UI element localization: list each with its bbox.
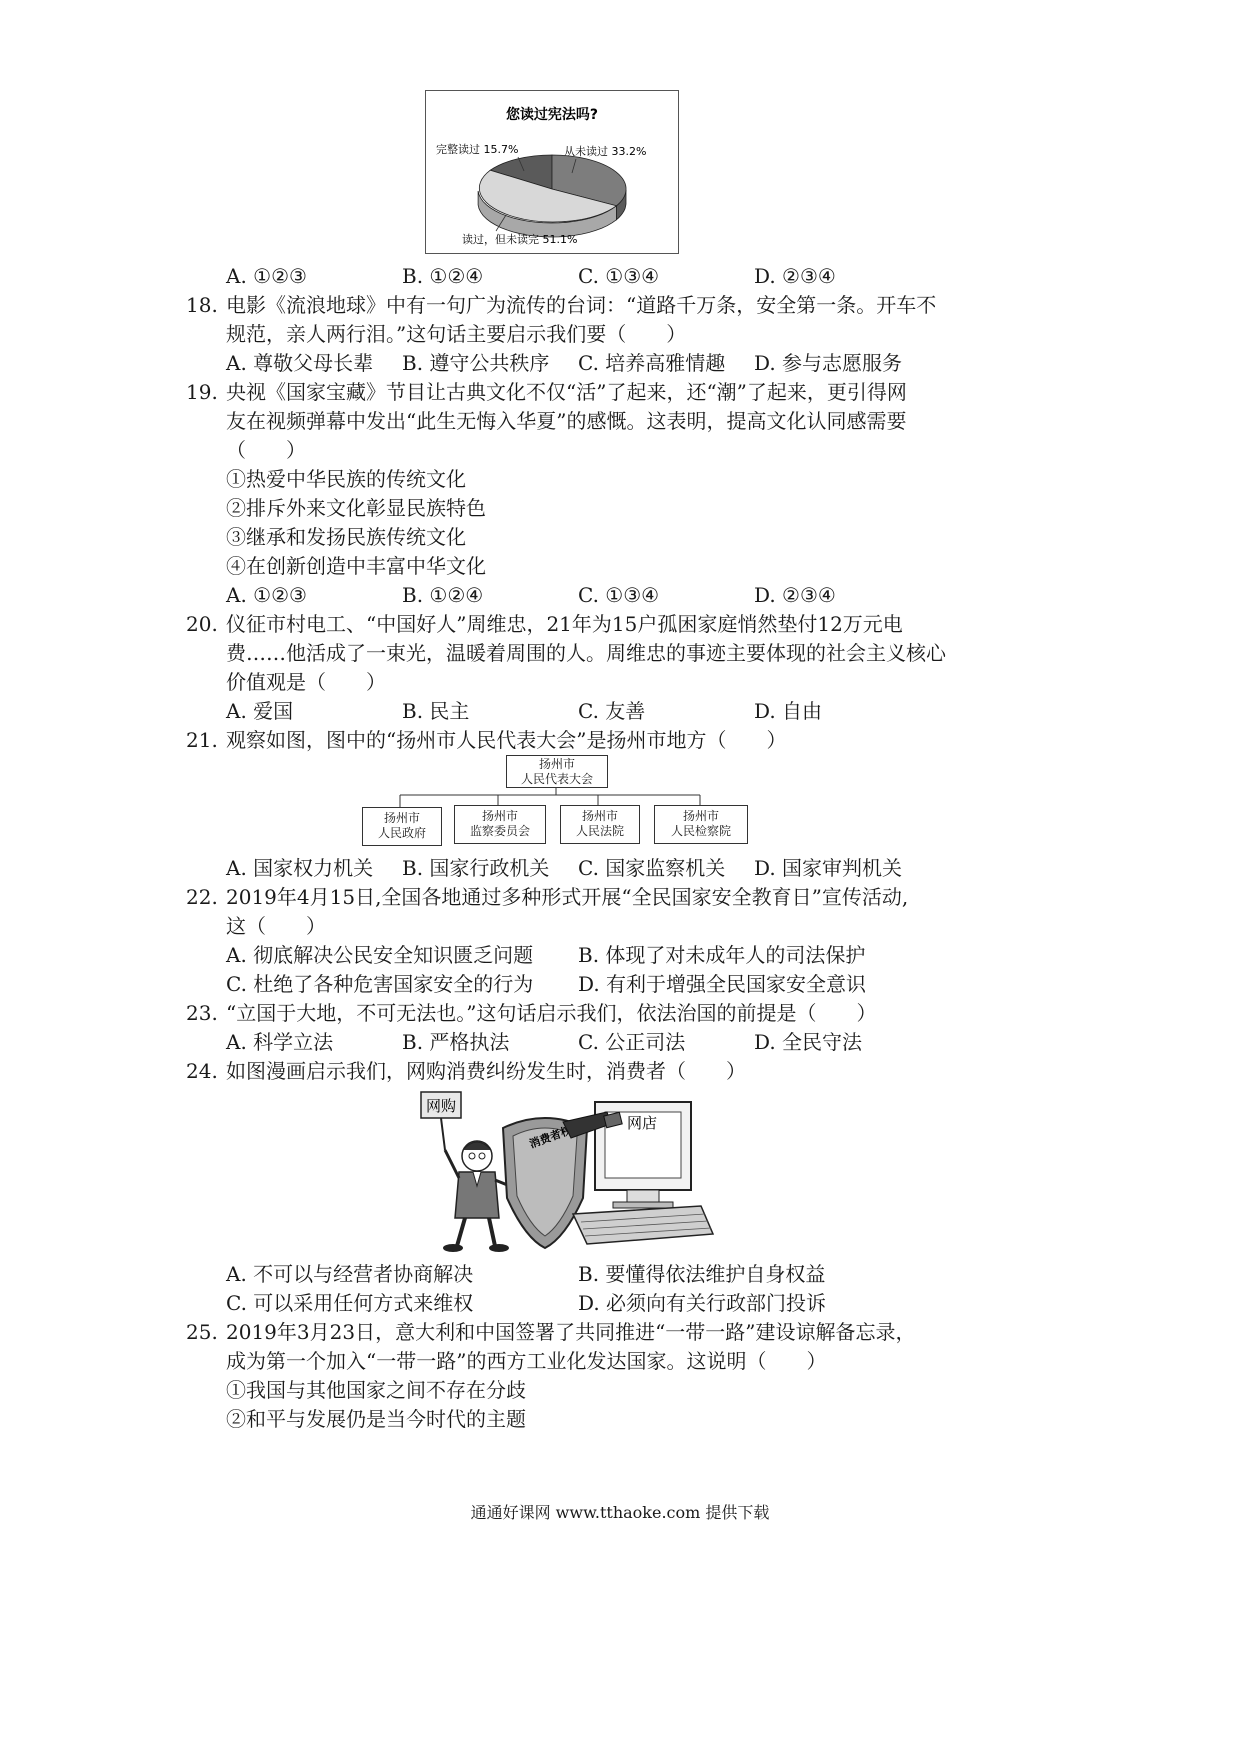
q19-item-3: ③继承和发扬民族传统文化 (226, 525, 466, 549)
q21-line-1: 观察如图，图中的“扬州市人民代表大会”是扬州市地方（ ） (226, 728, 787, 752)
q24-option-b: B. 要懂得依法维护自身权益 (578, 1262, 826, 1286)
q23-option-b: B. 严格执法 (402, 1030, 510, 1054)
q18-number: 18. (186, 293, 218, 317)
q20-option-d: D. 自由 (754, 699, 823, 723)
q24-number: 24. (186, 1059, 218, 1083)
org-box-procuratorate: 扬州市 人民检察院 (654, 805, 748, 844)
q25-line-1: 2019年3月23日，意大利和中国签署了共同推进“一带一路”建设谅解备忘录， (226, 1320, 916, 1344)
q19-number: 19. (186, 380, 218, 404)
q25-number: 25. (186, 1320, 218, 1344)
q18-option-d: D. 参与志愿服务 (754, 351, 903, 375)
q23-number: 23. (186, 1001, 218, 1025)
q22-option-c: C. 杜绝了各种危害国家安全的行为 (226, 972, 534, 996)
q19-line-2: 友在视频弹幕中发出“此生无悔入华夏”的感慨。这表明，提高文化认同感需要 (226, 409, 907, 433)
q19-line-1: 央视《国家宝藏》节目让古典文化不仅“活”了起来，还“潮”了起来，更引得网 (226, 380, 907, 404)
q22-option-d: D. 有利于增强全民国家安全意识 (578, 972, 867, 996)
q24-line-1: 如图漫画启示我们，网购消费纠纷发生时，消费者（ ） (226, 1059, 746, 1083)
q20-line-1: 仪征市村电工、“中国好人”周维忠，21年为15户孤困家庭悄然垫付12万元电 (226, 612, 903, 636)
q20-number: 20. (186, 612, 218, 636)
q23-option-d: D. 全民守法 (754, 1030, 863, 1054)
q21-option-a: A. 国家权力机关 (226, 856, 374, 880)
q24-option-a: A. 不可以与经营者协商解决 (226, 1262, 474, 1286)
q17-option-b: B. ①②④ (402, 264, 484, 288)
q19-item-1: ①热爱中华民族的传统文化 (226, 467, 466, 491)
q19-line-3: （ ） (226, 438, 306, 462)
q18-option-b: B. 遵守公共秩序 (402, 351, 550, 375)
q19-option-c: C. ①③④ (578, 583, 660, 607)
q21-option-d: D. 国家审判机关 (754, 856, 903, 880)
q19-item-2: ②排斥外来文化彰显民族特色 (226, 496, 486, 520)
q22-option-a: A. 彻底解决公民安全知识匮乏问题 (226, 943, 534, 967)
q22-line-2: 这（ ） (226, 914, 326, 938)
q21-option-b: B. 国家行政机关 (402, 856, 550, 880)
q22-number: 22. (186, 885, 218, 909)
q23-option-a: A. 科学立法 (226, 1030, 334, 1054)
pie-label-full: 完整读过 15.7% (436, 143, 519, 156)
q20-line-3: 价值观是（ ） (226, 670, 386, 694)
q20-option-c: C. 友善 (578, 699, 646, 723)
q22-line-1: 2019年4月15日,全国各地通过多种形式开展“全民国家安全教育日”宣传活动, (226, 885, 909, 909)
pie-title: 您读过宪法吗? (505, 107, 599, 123)
q19-item-4: ④在创新创造中丰富中华文化 (226, 554, 486, 578)
q20-option-a: A. 爱国 (226, 699, 294, 723)
q19-option-d: D. ②③④ (754, 583, 836, 607)
org-diagram (360, 755, 752, 853)
org-box-government: 扬州市 人民政府 (362, 807, 442, 846)
org-box-court: 扬州市 人民法院 (560, 805, 640, 844)
screen-text: 网店 (627, 1114, 658, 1132)
q23-line-1: “立国于大地，不可无法也。”这句话启示我们，依法治国的前提是（ ） (226, 1001, 877, 1025)
q25-line-2: 成为第一个加入“一带一路”的西方工业化发达国家。这说明（ ） (226, 1349, 827, 1373)
q20-line-2: 费……他活成了一束光，温暖着周围的人。周维忠的事迹主要体现的社会主义核心 (226, 641, 946, 665)
q18-option-a: A. 尊敬父母长辈 (226, 351, 374, 375)
q22-option-b: B. 体现了对未成年人的司法保护 (578, 943, 866, 967)
q25-item-2: ②和平与发展仍是当今时代的主题 (226, 1407, 526, 1431)
pie-chart-figure (425, 90, 679, 254)
page-footer: 通通好课网 www.tthaoke.com 提供下载 (470, 1503, 770, 1522)
org-box-top: 扬州市 人民代表大会 (506, 755, 608, 788)
sign-text: 网购 (425, 1097, 457, 1115)
q24-option-c: C. 可以采用任何方式来维权 (226, 1291, 474, 1315)
q19-option-b: B. ①②④ (402, 583, 484, 607)
q17-option-a: A. ①②③ (226, 264, 307, 288)
q21-option-c: C. 国家监察机关 (578, 856, 726, 880)
q24-option-d: D. 必须向有关行政部门投诉 (578, 1291, 827, 1315)
org-box-supervision: 扬州市 监察委员会 (454, 805, 546, 844)
q17-option-d: D. ②③④ (754, 264, 836, 288)
q17-option-c: C. ①③④ (578, 264, 660, 288)
q23-option-c: C. 公正司法 (578, 1030, 686, 1054)
cartoon-figure (415, 1088, 715, 1253)
pie-chart (426, 91, 678, 253)
q18-line-2: 规范，亲人两行泪。”这句话主要启示我们要（ ） (226, 322, 687, 346)
q18-option-c: C. 培养高雅情趣 (578, 351, 726, 375)
q21-number: 21. (186, 728, 218, 752)
pie-label-never: 从未读过 33.2% (564, 145, 647, 158)
pie-label-partial: 读过，但未读完 51.1% (462, 233, 578, 246)
cartoon-illustration (415, 1088, 715, 1253)
q20-option-b: B. 民主 (402, 699, 470, 723)
q19-option-a: A. ①②③ (226, 583, 307, 607)
q18-line-1: 电影《流浪地球》中有一句广为流传的台词：“道路千万条，安全第一条。开车不 (226, 293, 937, 317)
q25-item-1: ①我国与其他国家之间不存在分歧 (226, 1378, 526, 1402)
